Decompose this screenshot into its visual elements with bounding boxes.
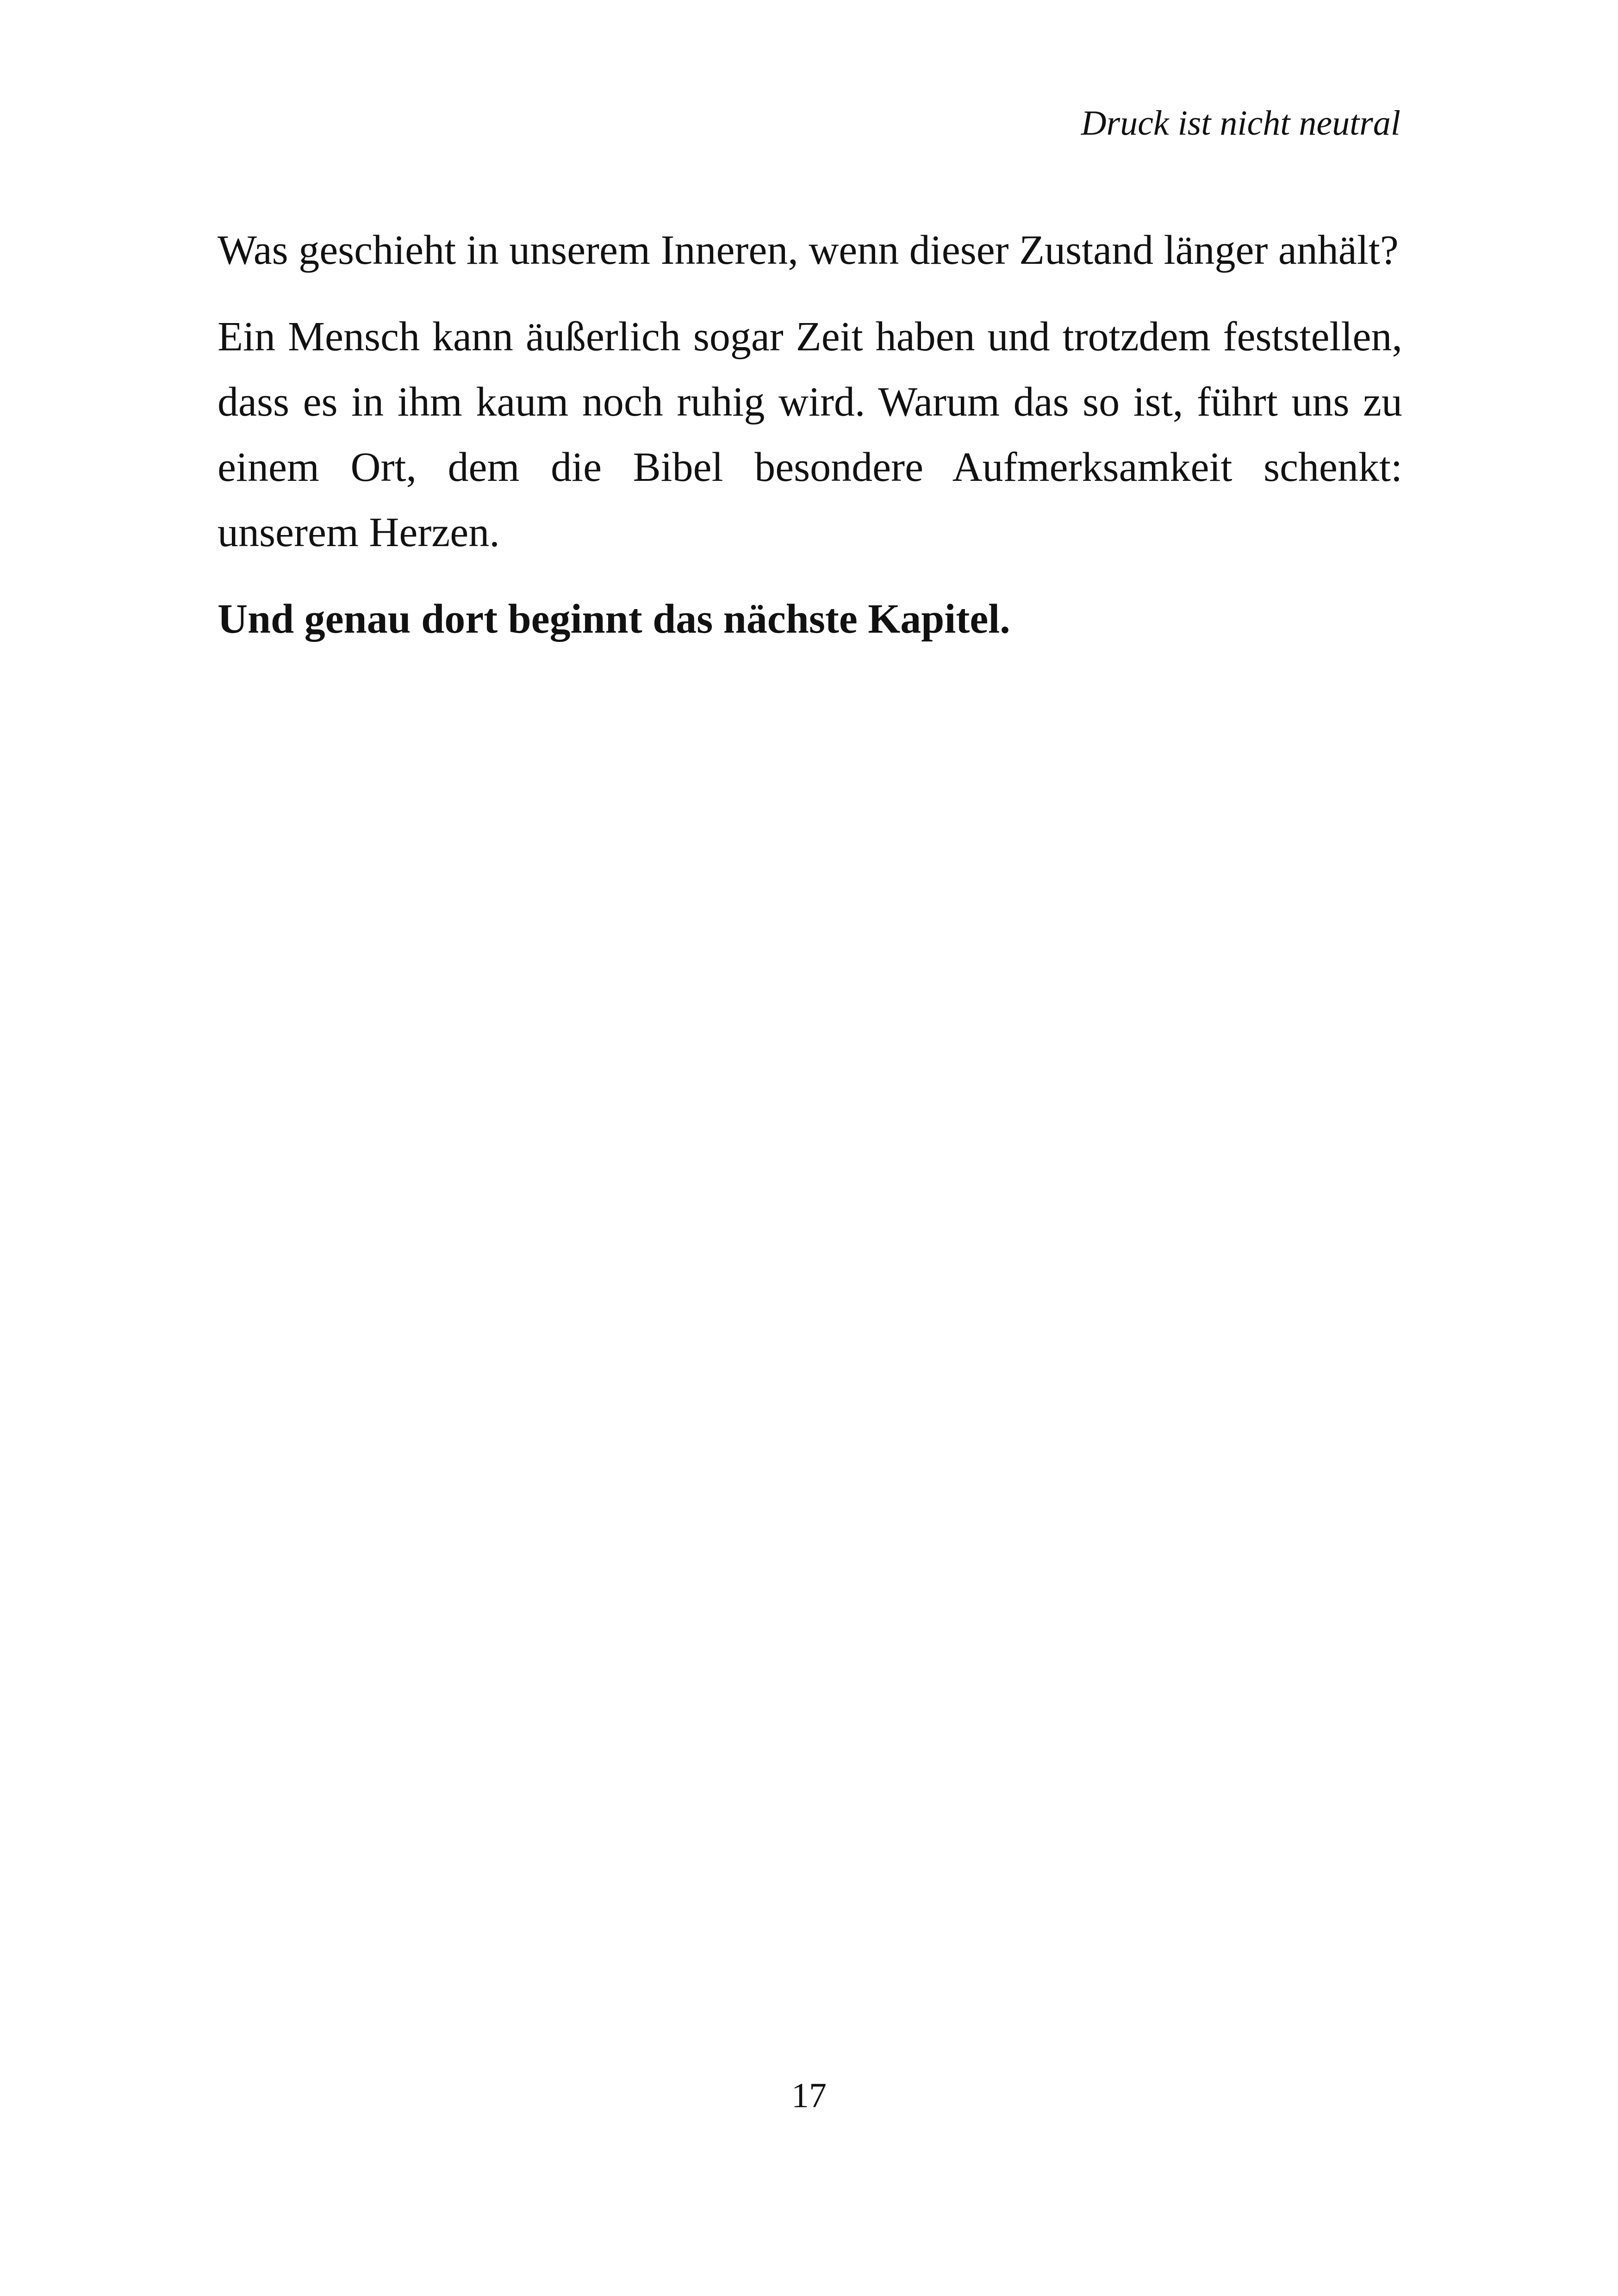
closing-sentence: Und genau dort beginnt das nächste Kapitel.: [218, 596, 1010, 642]
body-text: [218, 218, 1402, 673]
page-number: 17: [791, 2076, 827, 2115]
running-header: Druck ist nicht neutral: [1081, 104, 1400, 143]
paragraph: Was geschieht in unserem Inneren, wenn dieser Zustand länger anhält?: [218, 227, 1399, 273]
paragraph: Ein Mensch kann äußerlich sogar Zeit haben und trotzdem feststellen, dass es in ihm kaum noch ruhig wird. Warum das so ist, führt uns zu einem Ort, dem die Bibel besondere Aufmerksamkeit schenkt: unserem Herzen.: [218, 314, 1402, 555]
